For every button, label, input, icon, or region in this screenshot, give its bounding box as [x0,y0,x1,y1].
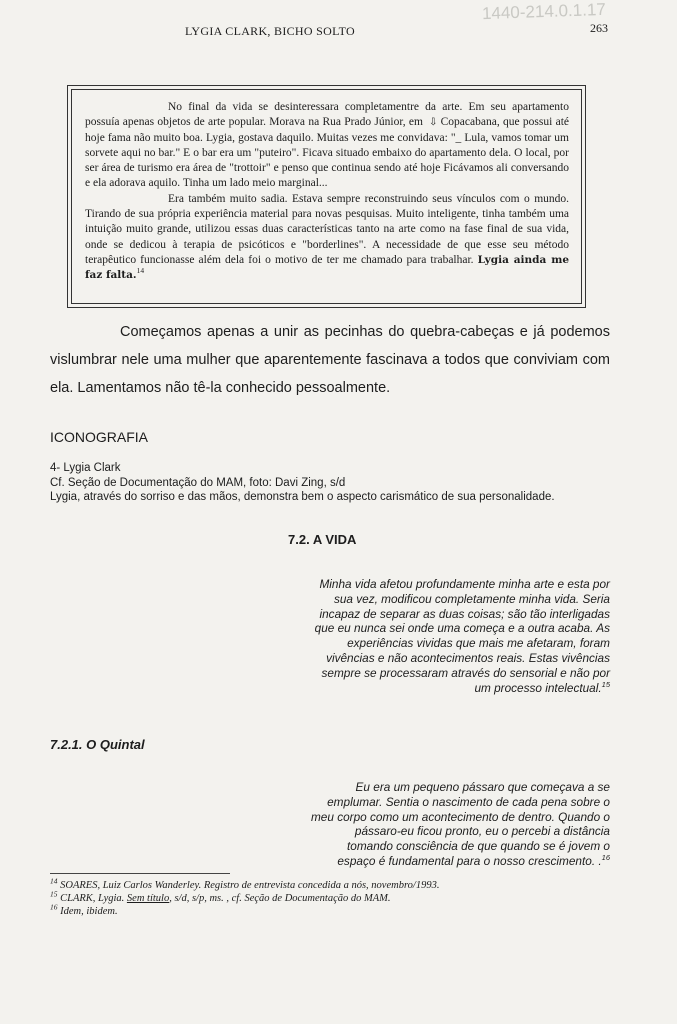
footnote-number: 14 [50,876,58,886]
quote-line: inteligente, tinha também uma intuição muito grande, utilizou essas duas características [85,208,569,236]
footnote-ref-16: 16 [601,853,610,863]
quote-line: vezes me convidava: "_ Lula, vamos tomar um sorvete aqui no bar." E o bar era um [85,131,569,159]
quote-line: "puteiro". Ficava situado embaixo do apartamento dela. O local, por ser área de turismo era [85,146,570,175]
epigraph-line: sua vez, modificou completamente minha vida. Seria [333,591,610,606]
epigraph-line: experiências vividas que mais me afetaram, foram [347,636,610,651]
epigraph-line: vivências e não acontecimentos reais. Estas vivências [326,650,610,665]
epigraph-line: pássaro-eu ficou pronto, eu o percebi a distância [354,824,610,839]
body-paragraph [50,318,610,402]
footnote-14 [50,876,610,892]
footnote-text: CLARK, Lygia. [60,893,127,904]
quote-line: tanto na arte como na fase final de sua vida, onde se dedicou à terapia de psicóticos e [85,223,570,251]
epigraph-line: que eu nunca sei onde uma começa e a outra acaba. As [314,621,610,636]
quote-line: apartamento possuía apenas objetos de arte popular. Morava na Rua Prado Júnior, em [85,101,570,129]
epigraph-line: Eu era um pequeno pássaro que começava a se [355,780,610,794]
caption-line: 4- Lygia Clark [50,462,121,474]
quote-line: Era também muito sadia. Estava sempre reconstruindo seus vínculos com o [168,192,530,205]
caption-line: Lygia, através do sorriso e das mãos, demonstra bem o aspecto carismático de sua personalidade. [50,491,555,503]
quote-paragraph-1 [85,100,569,192]
epigraph-line: tomando consciência de que quando se é jovem o [347,839,610,854]
quote-emphasis: Lygia ainda me faz falta. [85,253,569,282]
running-header: LYGIA CLARK, BICHO SOLTO [185,24,356,38]
footnote-ref-15: 15 [601,679,610,689]
subsection-title: 7.2.1. O Quintal [50,737,145,752]
down-arrow-icon: ⇩ [428,117,438,129]
footnote-text: SOARES, Luiz Carlos Wanderley. Registro de entrevista concedida a nós, novembro/1993. [60,880,440,891]
footnotes [50,876,610,918]
footnote-16 [50,902,610,918]
epigraph-text: um processo intelectual. [474,680,602,695]
archive-stamp: 1440-214.0.1.17 [481,0,607,24]
interview-quote-box [67,85,586,308]
interview-quote-text [71,89,582,304]
body-line: Começamos apenas a unir as pecinhas do quebra-cabeças e já podemos [120,324,610,340]
section-title: 7.2. A VIDA [288,532,357,547]
caption-line: Cf. Seção de Documentação do MAM, foto: Davi Zing, s/d [50,476,346,489]
body-line: com ela. Lamentamos não tê-la conhecido pessoalmente. [50,352,610,396]
footnote-number: 16 [50,902,58,912]
footnote-ref-14: 14 [136,266,145,276]
footnote-divider [50,873,230,874]
footnote-text: , s/d, s/p, ms. , cf. Seção de Documentação do MAM. [169,893,391,904]
epigraph-line: meu corpo como um acontecimento de dentro. Quando o [310,809,610,824]
epigraph-line: emplumar. Sentia o nascimento de cada pena sobre o [327,794,610,809]
iconografia-heading: ICONOGRAFIA [50,429,149,445]
body-line: vislumbrar nele uma mulher que aparentemente fascinava a todos que conviviam [50,352,578,368]
quote-line: mundo. Tirando de sua própria experiência material para novas pesquisas. Muito [85,192,570,221]
epigraph-text: espaço é fundamental para o nosso crescimento. . [337,853,602,868]
quote-line: adorava aquilo. Tinha um lado meio marginal... [109,177,328,190]
footnote-number: 15 [50,889,58,899]
quote-paragraph-2 [85,192,569,284]
epigraph-line: Minha vida afetou profundamente minha arte e esta por [319,577,610,591]
epigraph-line: sempre se processaram através do sensorial e não por [321,665,610,680]
footnote-15 [50,889,610,905]
footnote-text: Idem, ibidem. [60,906,118,917]
epigraph-line [270,681,610,696]
section-epigraph [270,577,610,695]
quote-line: área de "trottoir" e penso que continua sendo até hoje Ficávamos ali conversando e ela [85,162,569,190]
quote-line: No final da vida se desinteressara completamentre da arte. Em seu [168,101,506,113]
quote-line: o motivo de ter me chamado para trabalhar. [265,253,474,266]
epigraph-line [270,854,610,869]
footnote-title: Sem título [126,893,170,904]
epigraph-line: incapaz de separar as duas coisas; são tão interligadas [319,606,610,621]
quote-line: "borderlines". A necessidade de que esse seu método terapêutico funcionasse além dela foi [85,238,569,266]
iconografia-caption [50,461,630,505]
subsection-epigraph [270,780,610,869]
page-number: 263 [590,21,608,35]
quote-line: Copacabana, que possui até hoje fama não muito boa. Lygia, gostava daquilo. Muitas [85,116,570,144]
